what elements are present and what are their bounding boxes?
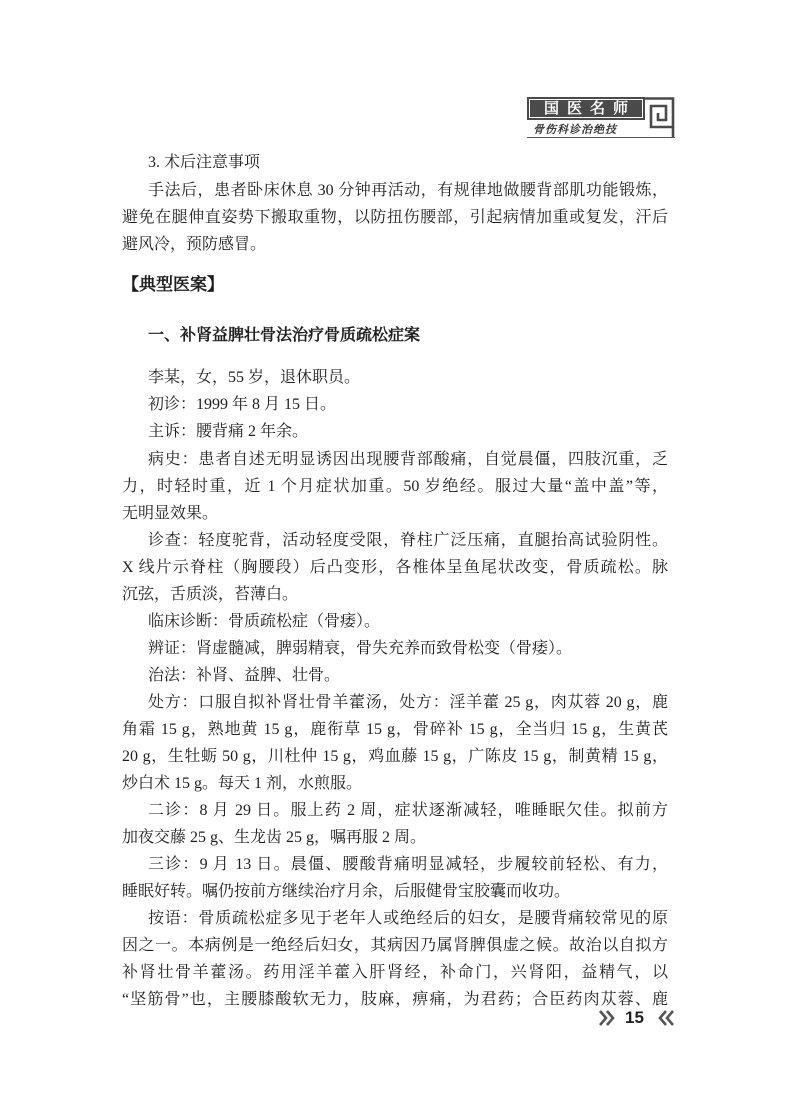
- case-examination-line: X 线片示脊柱（胸腰段）后凸变形，各椎体呈鱼尾状改变，骨质疏松。脉: [122, 559, 668, 576]
- case-second-visit-line: 加夜交藤 25 g、生龙齿 25 g，嘱再服 2 周。: [122, 829, 427, 846]
- series-subtitle: 骨伤科诊治绝技: [533, 123, 617, 136]
- series-banner: 国医名师: [527, 97, 645, 120]
- double-chevron-right-icon: [597, 1009, 619, 1027]
- case-patient: 李某，女，55 岁，退休职员。: [148, 369, 361, 386]
- case-examination-line: 诊查：轻度驼背，活动轻度受限，脊柱广泛压痛，直腿抬高试验阴性。: [148, 532, 668, 549]
- page-number: 15: [625, 1008, 644, 1027]
- case-commentary-line: “坚筋骨”也，主腰膝酸软无力，肢麻，痹痛，为君药；合臣药肉苁蓉、鹿: [122, 991, 668, 1008]
- case-prescription-line: 角霜 15 g，熟地黄 15 g，鹿衔草 15 g，骨碎补 15 g，全当归 15 g，生黄芪: [122, 721, 668, 738]
- section-title: 【典型医案】: [122, 275, 224, 294]
- case-first-visit: 初诊：1999 年 8 月 15 日。: [148, 396, 337, 413]
- paragraph-line: 避风冷，预防感冒。: [122, 236, 267, 253]
- case-examination-line: 沉弦，舌质淡，苔薄白。: [122, 586, 299, 603]
- case-chief-complaint: 主诉：腰背痛 2 年余。: [148, 423, 309, 440]
- fret-ornament-icon: [645, 97, 675, 137]
- case-commentary-line: 按语：骨质疏松症多见于老年人或绝经后的妇女，是腰背痛较常见的原: [148, 910, 668, 927]
- case-second-visit-line: 二诊：8 月 29 日。服上药 2 周，症状逐渐减轻，唯睡眠欠佳。拟前方: [148, 802, 668, 819]
- case-prescription-line: 20 g，生牡蛎 50 g，川杜仲 15 g，鸡血藤 15 g，广陈皮 15 g，制黄精 15 g，: [122, 748, 668, 765]
- case-prescription-line: 处方：口服自拟补肾壮骨羊藿汤，处方：淫羊藿 25 g，肉苁蓉 20 g，鹿: [148, 694, 668, 711]
- double-chevron-left-icon: [654, 1009, 676, 1027]
- case-third-visit-line: 睡眠好转。嘱仍按前方继续治疗月余，后服健骨宝胶囊而收功。: [122, 883, 571, 900]
- case-third-visit-line: 三诊：9 月 13 日。晨僵、腰酸背痛明显减轻，步履较前轻松、有力，: [148, 856, 668, 873]
- case-title: 一、补肾益脾壮骨法治疗骨质疏松症案: [148, 327, 421, 344]
- case-prescription-line: 炒白术 15 g。每天 1 剂，水煎服。: [122, 775, 363, 792]
- paragraph-line: 避免在腿伸直姿势下搬取重物，以防扭伤腰部，引起病情加重或复发，汗后: [122, 209, 668, 226]
- subsection-heading: 3. 术后注意事项: [148, 154, 261, 171]
- case-history-line: 无明显效果。: [122, 505, 219, 522]
- case-syndrome: 辨证：肾虚髓减，脾弱精衰，骨失充养而致骨松变（骨痿）。: [148, 640, 573, 657]
- case-treatment: 治法：补肾、益脾、壮骨。: [148, 667, 341, 684]
- case-history-line: 力，时轻时重，近 1 个月症状加重。50 岁绝经。服过大量“盖中盖”等，: [122, 478, 668, 495]
- case-commentary-line: 补肾壮骨羊藿汤。药用淫羊藿入肝肾经，补命门，兴肾阳，益精气，以: [122, 964, 668, 981]
- case-history-line: 病史：患者自述无明显诱因出现腰背部酸痛，自觉晨僵，四肢沉重，乏: [148, 451, 668, 468]
- paragraph-line: 手法后，患者卧床休息 30 分钟再活动，有规律地做腰背部肌功能锻炼，: [148, 182, 668, 199]
- case-diagnosis: 临床诊断：骨质疏松症（骨痿）。: [148, 613, 381, 630]
- header-rule: [527, 137, 675, 138]
- case-commentary-line: 因之一。本病例是一绝经后妇女，其病因乃属肾脾俱虚之候。故治以自拟方: [122, 937, 668, 954]
